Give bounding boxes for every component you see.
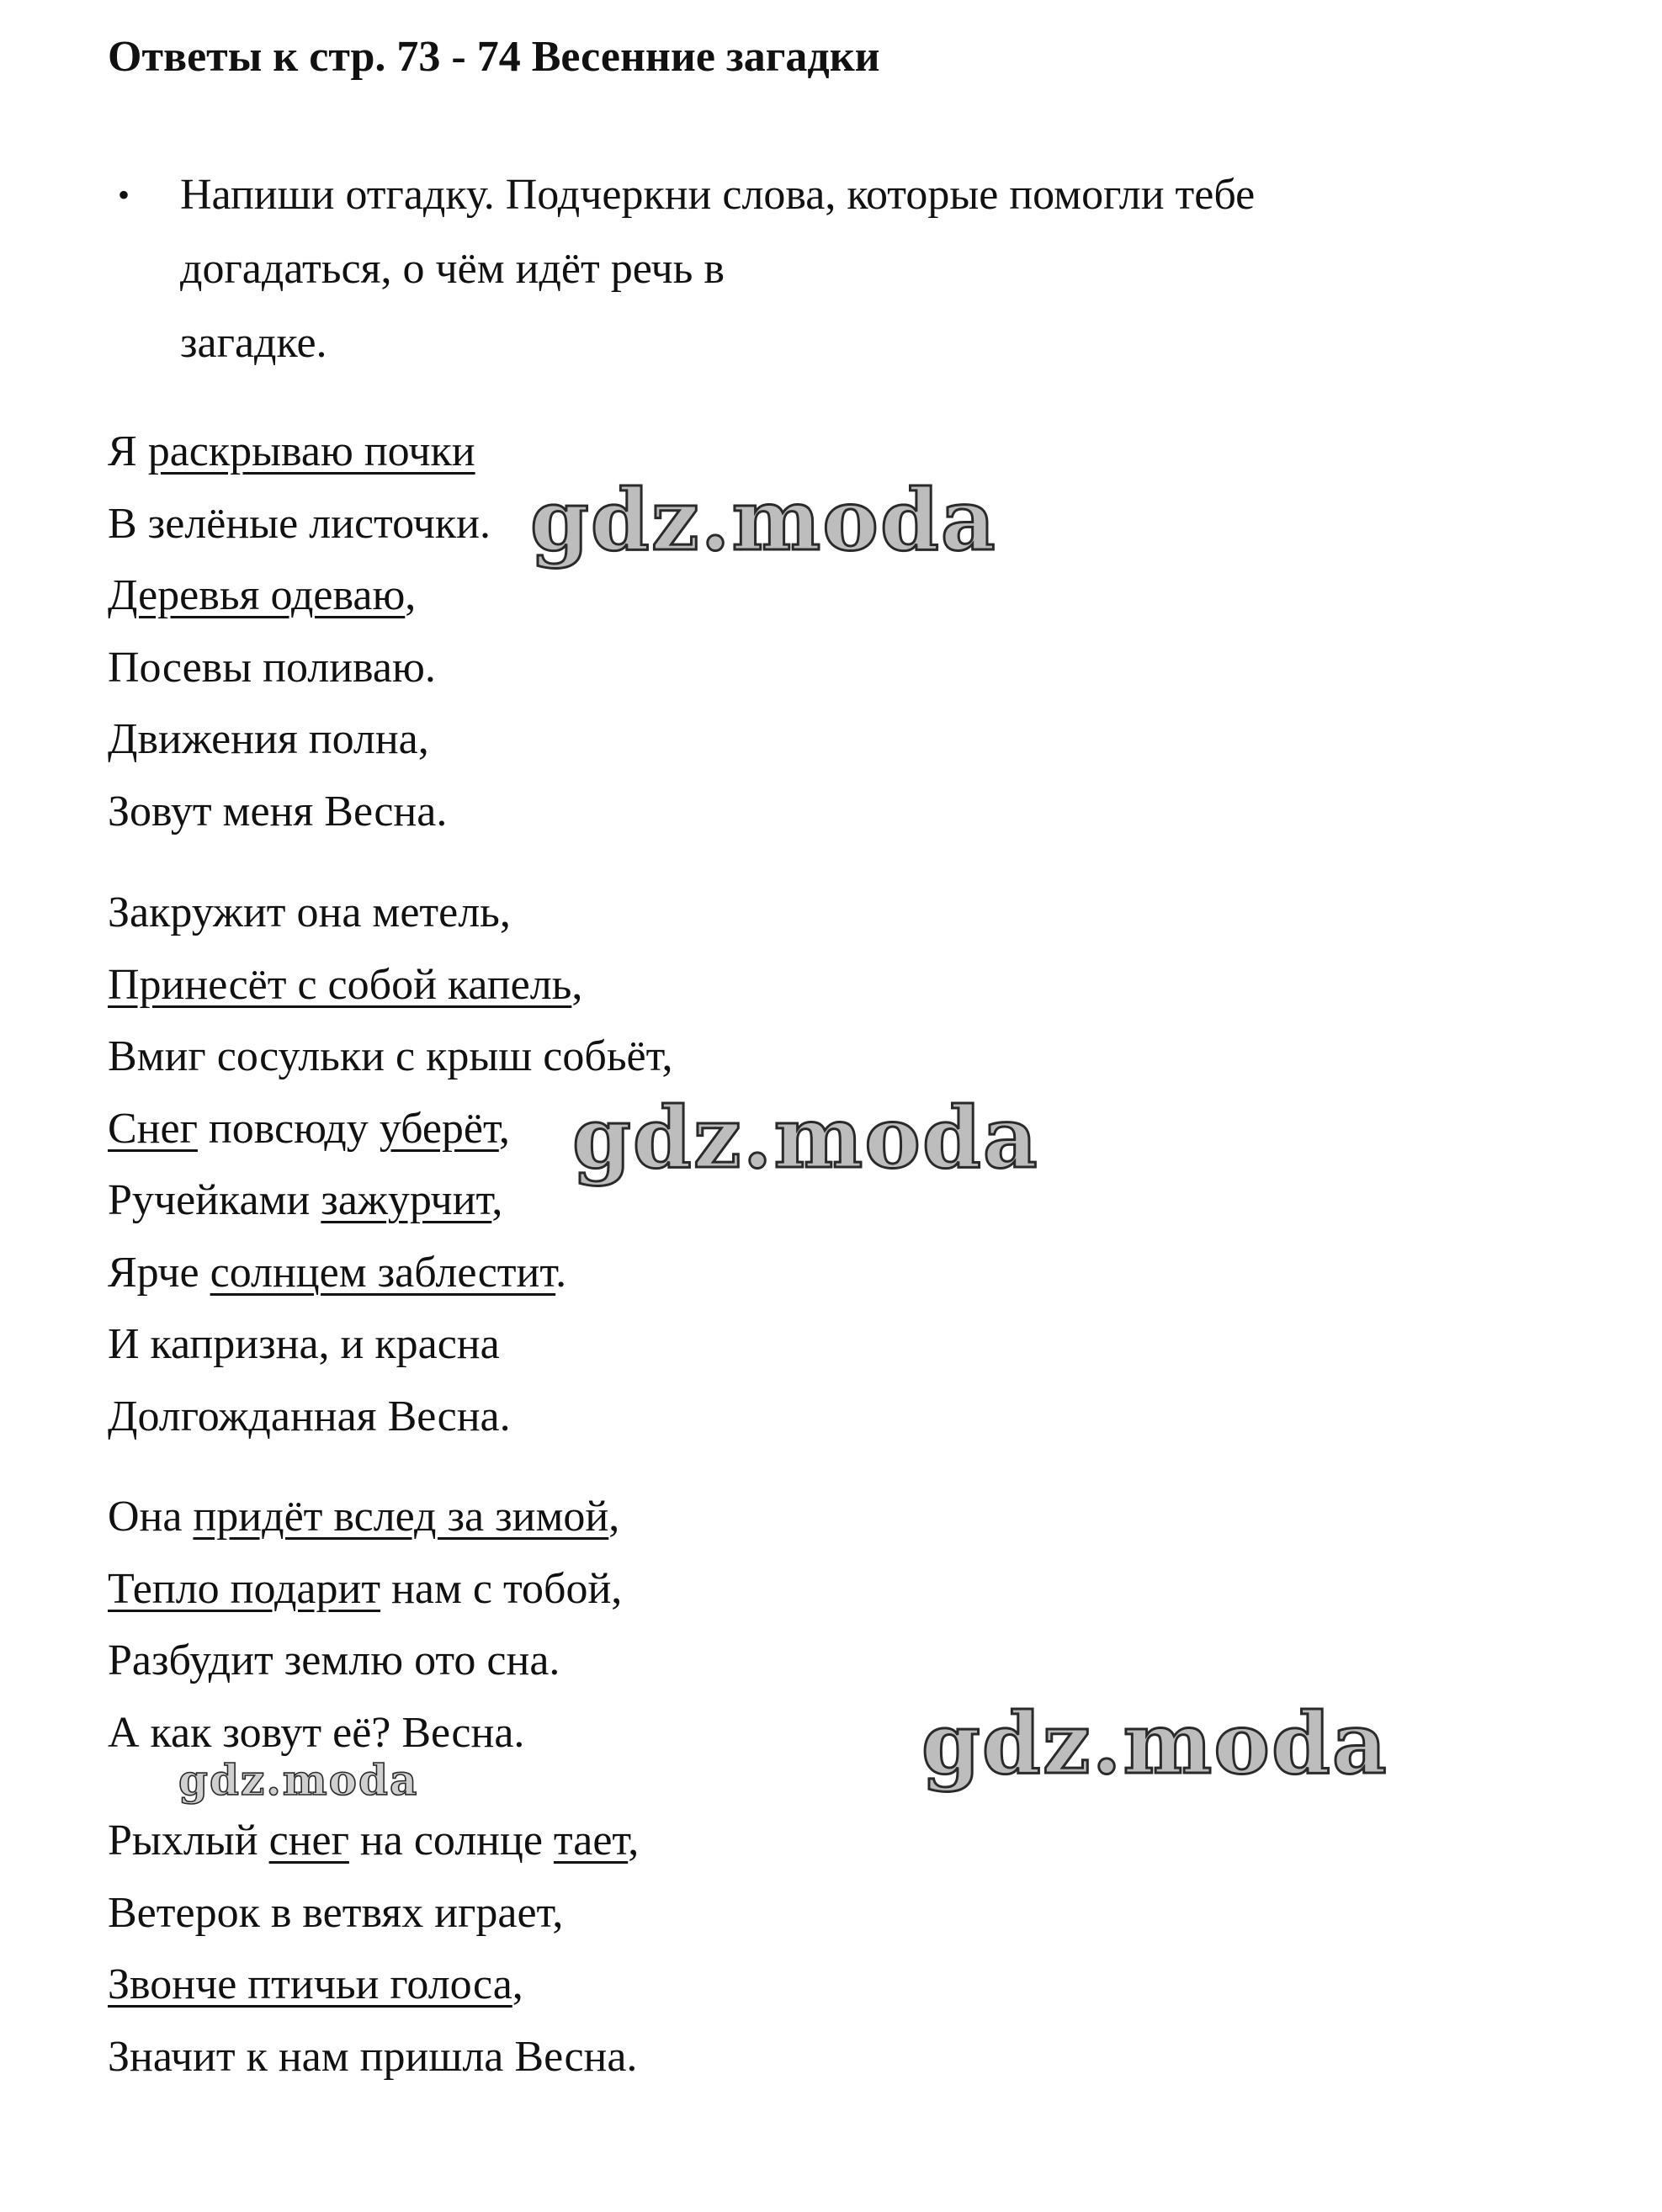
- poem-line: Ветерок в ветвях играет,: [108, 1888, 564, 1937]
- underlined-clue: Звонче птичьи голоса: [108, 1960, 512, 2008]
- poem-line: Закружит она метель,: [108, 889, 511, 936]
- underlined-clue: снег: [268, 1817, 349, 1865]
- text-segment: Ручейками: [108, 1176, 321, 1224]
- poem-line: Значит к нам пришла Весна.: [108, 2032, 638, 2081]
- text-segment: ,: [512, 1960, 523, 2008]
- poem-line: И капризна, и красна: [108, 1320, 500, 1368]
- text-segment: ,: [491, 1176, 503, 1224]
- text-segment: Ярче: [108, 1248, 210, 1297]
- underlined-clue: Принесёт с собой капель: [108, 960, 572, 1009]
- task-line: загадке.: [180, 319, 327, 367]
- underlined-clue: раскрываю почки: [147, 427, 475, 475]
- poem-line: [108, 1237, 672, 1309]
- watermark-logo: gdz.moda: [530, 470, 997, 570]
- riddle-1: [108, 416, 491, 847]
- text-segment: ,: [608, 1493, 620, 1541]
- poem-line: Вмиг сосульки с крыш собьёт,: [108, 1032, 673, 1080]
- underlined-clue: уберёт: [379, 1104, 499, 1153]
- task-instruction: [108, 158, 1454, 380]
- watermark-logo: gdz.moda: [572, 1088, 1039, 1187]
- task-line: догадаться, о чём идёт речь в: [180, 245, 725, 293]
- text-segment: нам с тобой,: [380, 1564, 623, 1613]
- poem-line: [108, 949, 672, 1021]
- poem-line: [108, 1481, 622, 1553]
- text-segment: Она: [108, 1493, 194, 1541]
- underlined-clue: зажурчит: [321, 1176, 492, 1224]
- underlined-clue: солнцем заблестит: [210, 1248, 556, 1297]
- underlined-clue: Тепло подарит: [108, 1564, 381, 1613]
- task-text: [180, 158, 1454, 380]
- poem-line: [108, 1949, 639, 2021]
- text-segment: повсюду: [197, 1104, 380, 1153]
- text-segment: .: [555, 1248, 567, 1297]
- underlined-clue: придёт вслед за зимой: [193, 1493, 609, 1541]
- poem-line: Долгожданная Весна.: [108, 1392, 511, 1440]
- watermark-logo: gdz.moda: [178, 1755, 419, 1805]
- text-segment: ,: [498, 1104, 510, 1153]
- text-segment: ,: [405, 571, 417, 619]
- poem-line: [108, 560, 491, 632]
- text-segment: Рыхлый: [108, 1817, 269, 1865]
- underlined-clue: Деревья одеваю: [108, 571, 406, 619]
- text-segment: на солнце: [348, 1817, 554, 1865]
- text-segment: ,: [571, 960, 583, 1009]
- poem-line: [108, 416, 491, 488]
- poem-line: Зовут меня Весна.: [108, 787, 448, 835]
- poem-line: В зелёные листочки.: [108, 499, 491, 548]
- poem-line: [108, 1553, 622, 1626]
- poem-line: [108, 1805, 639, 1877]
- poem-line: Посевы поливаю.: [108, 643, 436, 692]
- riddle-4: [108, 1805, 639, 2093]
- poem-line: Разбудит землю ото сна.: [108, 1636, 560, 1684]
- text-segment: ,: [628, 1817, 640, 1865]
- bullet-marker: •: [118, 176, 130, 214]
- underlined-clue: Снег: [108, 1104, 198, 1153]
- poem-line: Движения полна,: [108, 715, 429, 763]
- page-title: Ответы к стр. 73 - 74 Весенние загадки: [108, 33, 880, 81]
- text-segment: Я: [108, 427, 148, 475]
- poem-line: А как зовут её? Весна.: [108, 1708, 525, 1757]
- watermark-logo: gdz.moda: [921, 1694, 1389, 1793]
- task-line: Напиши отгадку. Подчеркни слова, которые помогли тебе: [180, 171, 1256, 219]
- riddle-3: [108, 1481, 622, 1769]
- underlined-clue: тает: [553, 1817, 629, 1865]
